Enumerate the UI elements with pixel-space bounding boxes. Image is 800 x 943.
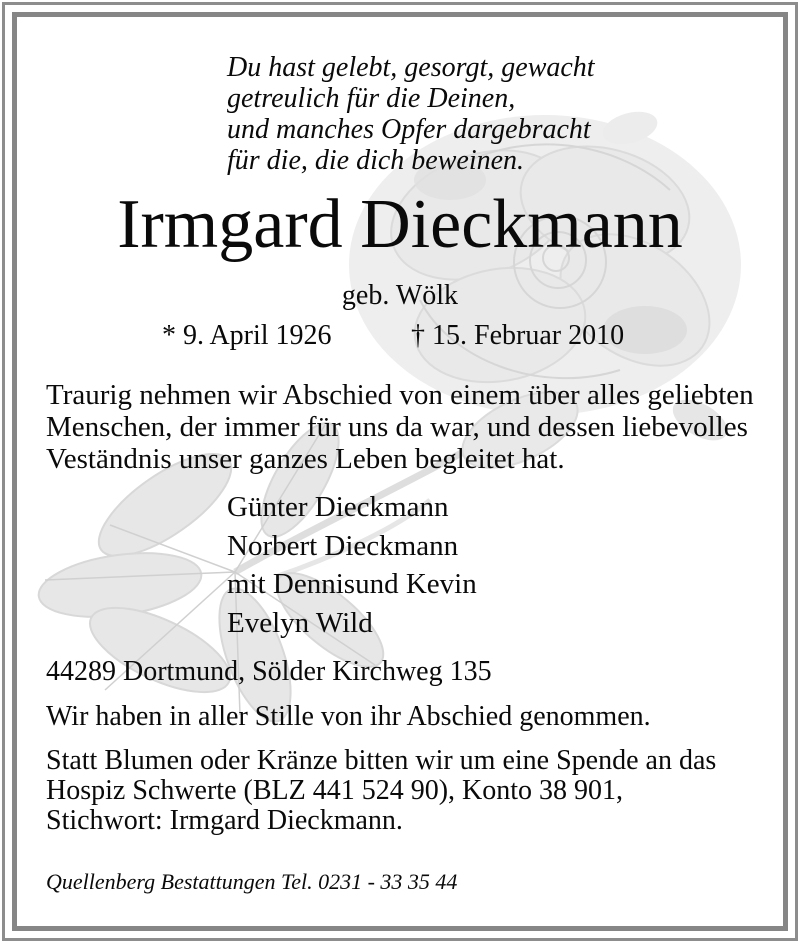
tribute-paragraph <box>46 379 754 475</box>
tribute-line: Veständnis unser ganzes Leben begleitet hat. <box>46 443 565 475</box>
address-line: 44289 Dortmund, Sölder Kirchweg 135 <box>46 656 492 687</box>
mourner-name: Norbert Dieckmann <box>227 529 459 562</box>
funeral-home-line: Quellenberg Bestattungen Tel. 0231 - 33 35 44 <box>46 869 458 894</box>
donation-line: Hospiz Schwerte (BLZ 441 524 90), Konto 38 901, <box>46 774 624 806</box>
mourners-list <box>227 488 477 642</box>
memorial-verse <box>227 52 595 176</box>
verse-line: Du hast gelebt, gesorgt, gewacht <box>227 52 595 83</box>
mourner-name: Günter Dieckmann <box>227 491 449 523</box>
tribute-line: Menschen, der immer für uns da war, und dessen liebevolles <box>46 411 748 443</box>
mourner-name: mit Dennisund Kevin <box>227 568 477 600</box>
mourner-name: Evelyn Wild <box>227 606 373 639</box>
donation-paragraph <box>46 746 716 835</box>
maiden-name: geb. Wölk <box>341 280 459 311</box>
verse-line: für die, die dich beweinen. <box>227 145 525 176</box>
farewell-line: Wir haben in aller Stille von ihr Abschied genommen. <box>46 701 651 732</box>
verse-line: getreulich für die Deinen, <box>227 83 516 114</box>
tribute-line: Traurig nehmen wir Abschied von einem über alles geliebten <box>46 379 754 411</box>
death-date: † 15. Februar 2010 <box>411 320 625 351</box>
donation-line: Stichwort: Irmgard Dieckmann. <box>46 804 403 836</box>
donation-line: Statt Blumen oder Kränze bitten wir um eine Spende an das <box>46 745 717 776</box>
verse-line: und manches Opfer dargebracht <box>227 114 591 145</box>
life-dates <box>0 320 800 358</box>
birth-date: * 9. April 1926 <box>162 320 332 351</box>
deceased-name: Irmgard Dieckmann <box>117 186 683 263</box>
